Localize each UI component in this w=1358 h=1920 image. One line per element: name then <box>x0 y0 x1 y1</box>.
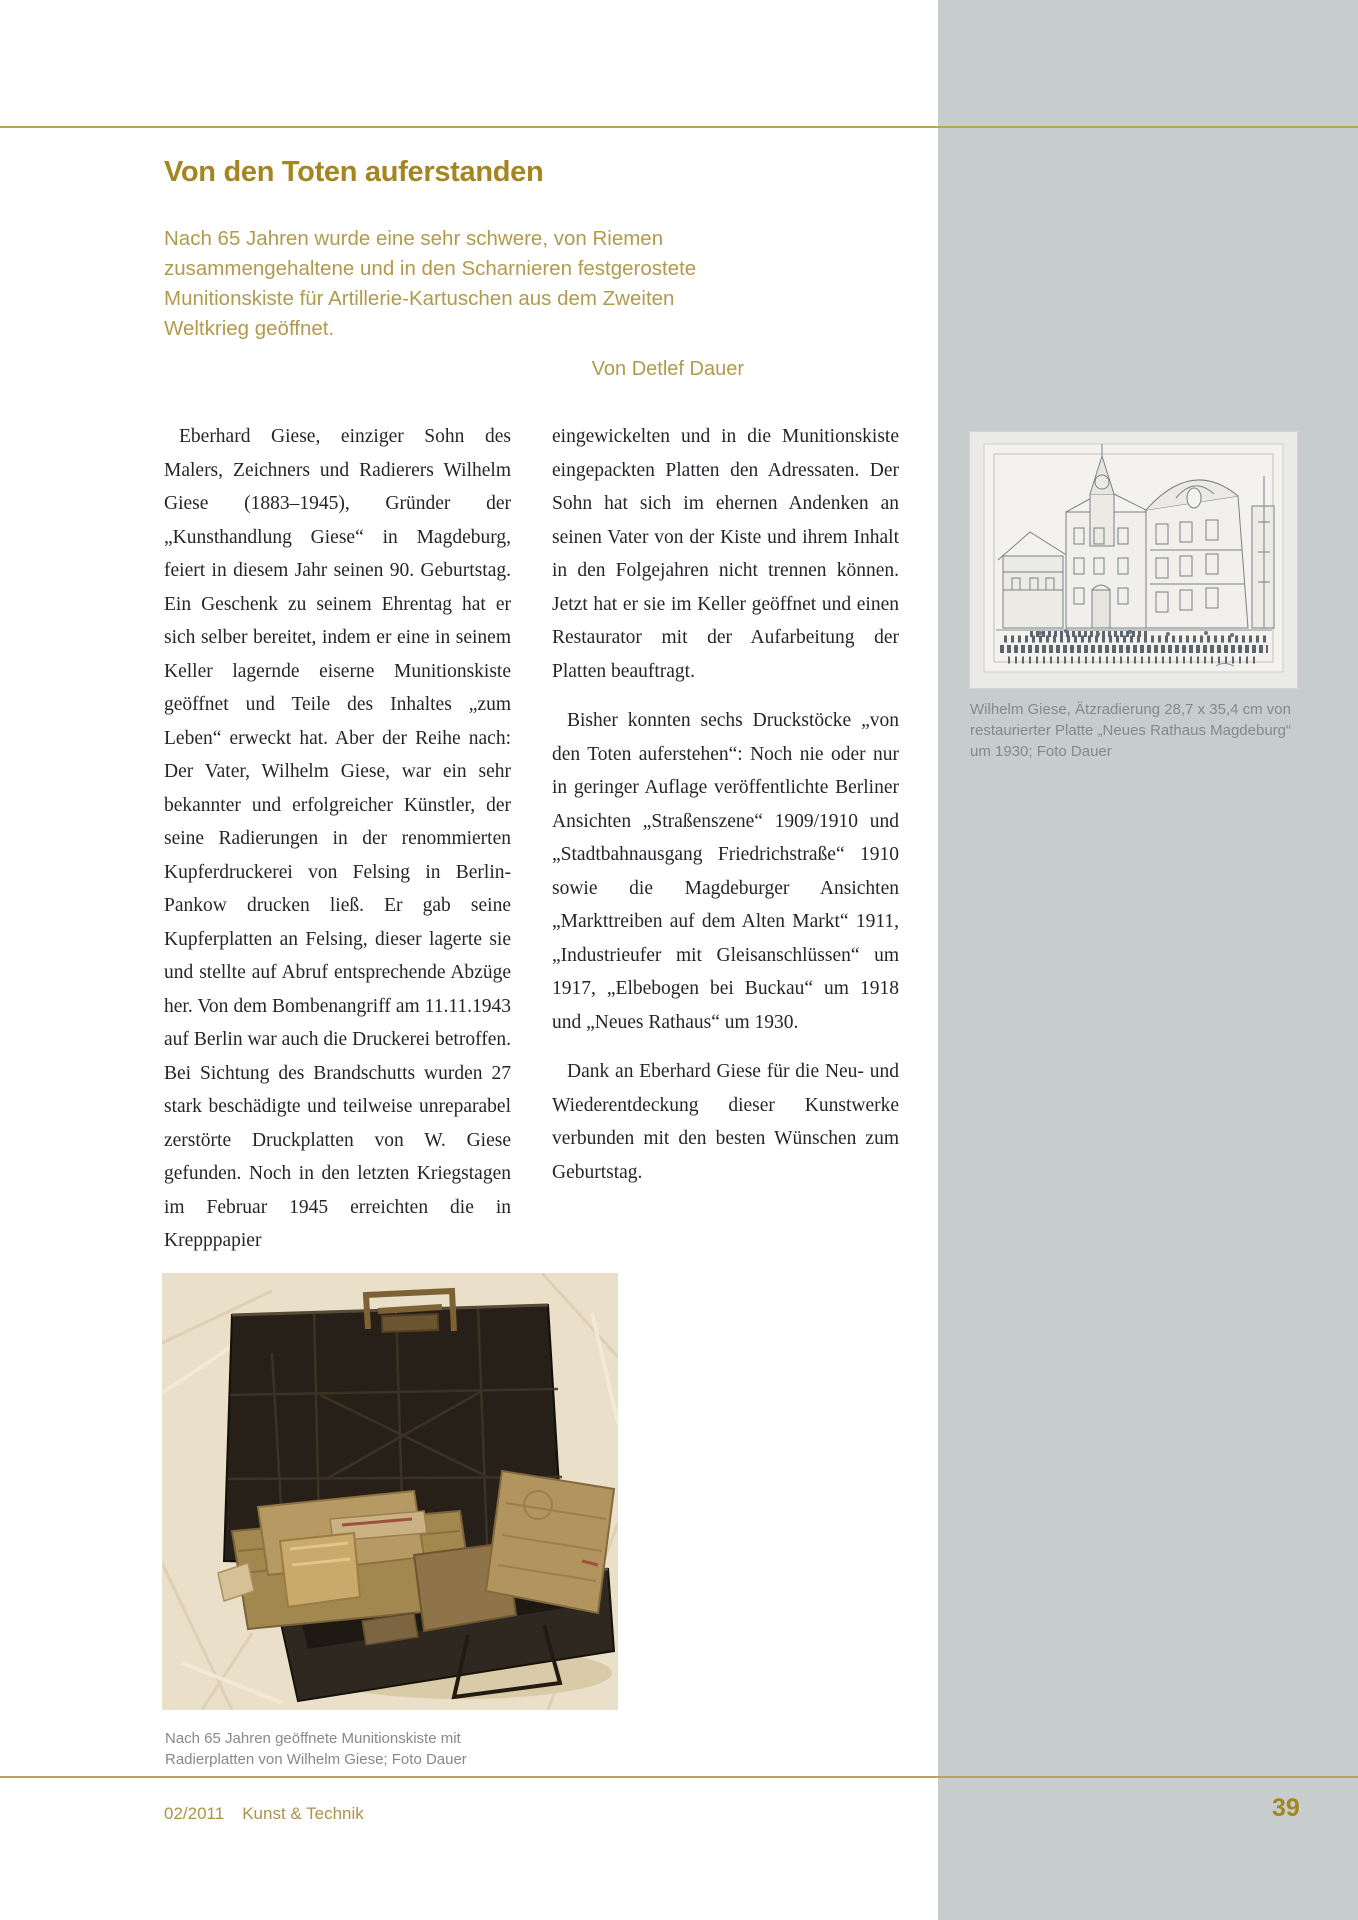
footer-issue: 02/2011 <box>164 1804 225 1823</box>
body-column-left <box>164 420 511 1258</box>
etching-figure <box>970 432 1297 688</box>
body-paragraph: Dank an Eberhard Giese für die Neu- und Wiederentdeckung dieser Kunstwerke verbunden mit den besten Wünschen zum Geburtstag. <box>552 1061 899 1183</box>
page-number: 39 <box>1272 1794 1300 1822</box>
footer <box>164 1804 364 1824</box>
article-title: Von den Toten auferstanden <box>164 156 544 188</box>
etching-caption: Wilhelm Giese, Ätzradierung 28,7 x 35,4 cm von restaurierter Platte „Neues Rathaus Magdeburg“ um 1930; Foto Dauer <box>970 701 1291 760</box>
body-column-right <box>552 420 899 1189</box>
article-byline: Von Detlef Dauer <box>591 358 744 380</box>
article-lead-text: Nach 65 Jahren wurde eine sehr schwere, von Riemen zusammengehaltene und in den Scharnieren festgerostete Munitionskiste für Artillerie-Kartuschen aus dem Zweiten Weltkrieg geöffnet. <box>164 227 697 340</box>
box-photo-figure <box>162 1273 618 1710</box>
right-gray-band <box>938 0 1358 1920</box>
box-photo-image <box>162 1273 618 1710</box>
bottom-gold-rule <box>0 1776 1358 1778</box>
top-gold-rule <box>0 126 1358 128</box>
body-paragraph: Eberhard Giese, einziger Sohn des Malers, Zeichners und Radierers Wilhelm Giese (1883–1945), Gründer der „Kunsthandlung Giese“ in Magdeburg, feiert in diesem Jahr seinen 90. Geburtstag. Ein Geschenk zu seinem Ehrentag hat er sich selber bereitet, indem er eine in seinem Keller lagernde eiserne Munitionskiste geöffnet und Teile des Inhaltes „zum Leben“ erweckt hat. Aber der Reihe nach: Der Vater, Wilhelm Giese, war ein sehr bekannter und erfolgreicher Künstler, der seine Radierungen in der renommierten Kupferdruckerei von Felsing in Berlin-Pankow drucken ließ. Er gab seine Kupferplatten an Felsing, dieser lagerte sie und stellte auf Abruf entsprechende Abzüge her. Von dem Bombenangriff am 11.11.1943 auf Berlin war auch die Druckerei betroffen. Bei Sichtung des Brandschutts wurden 27 stark beschädigte und teilweise unreparabel zerstörte Druckplatten von W. Giese gefunden. Noch in den letzten Kriegstagen im Februar 1945 erreichten die in Krepppapier <box>164 426 511 1251</box>
box-photo-caption: Nach 65 Jahren geöffnete Munitionskiste mit Radierplatten von Wilhelm Giese; Foto Dauer <box>165 1730 467 1768</box>
article-lead-block <box>164 224 760 384</box>
body-paragraph: Bisher konnten sechs Druckstöcke „von den Toten auferstehen“: Noch nie oder nur in geringer Auflage veröffentlichte Berliner Ansichten „Straßenszene“ 1909/1910 und „Stadtbahnausgang Friedrichstraße“ 1910 sowie die Magdeburger Ansichten „Markttreiben auf dem Alten Markt“ 1911, „Industrieufer mit Gleisanschlüssen“ um 1917, „Elbebogen bei Buckau“ um 1918 und „Neues Rathaus“ um 1930. <box>552 710 899 1033</box>
body-paragraph: eingewickelten und in die Munitionskiste eingepackten Platten den Adressaten. Der Sohn hat sich im ehernen Andenken an seinen Vater von der Kiste und ihrem Inhalt in den Folgejahren nicht trennen können. Jetzt hat er sie im Keller geöffnet und einen Restaurator mit der Aufarbeitung der Platten beauftragt. <box>552 426 899 682</box>
etching-image <box>970 432 1297 688</box>
footer-magazine-name: Kunst & Technik <box>242 1804 364 1823</box>
